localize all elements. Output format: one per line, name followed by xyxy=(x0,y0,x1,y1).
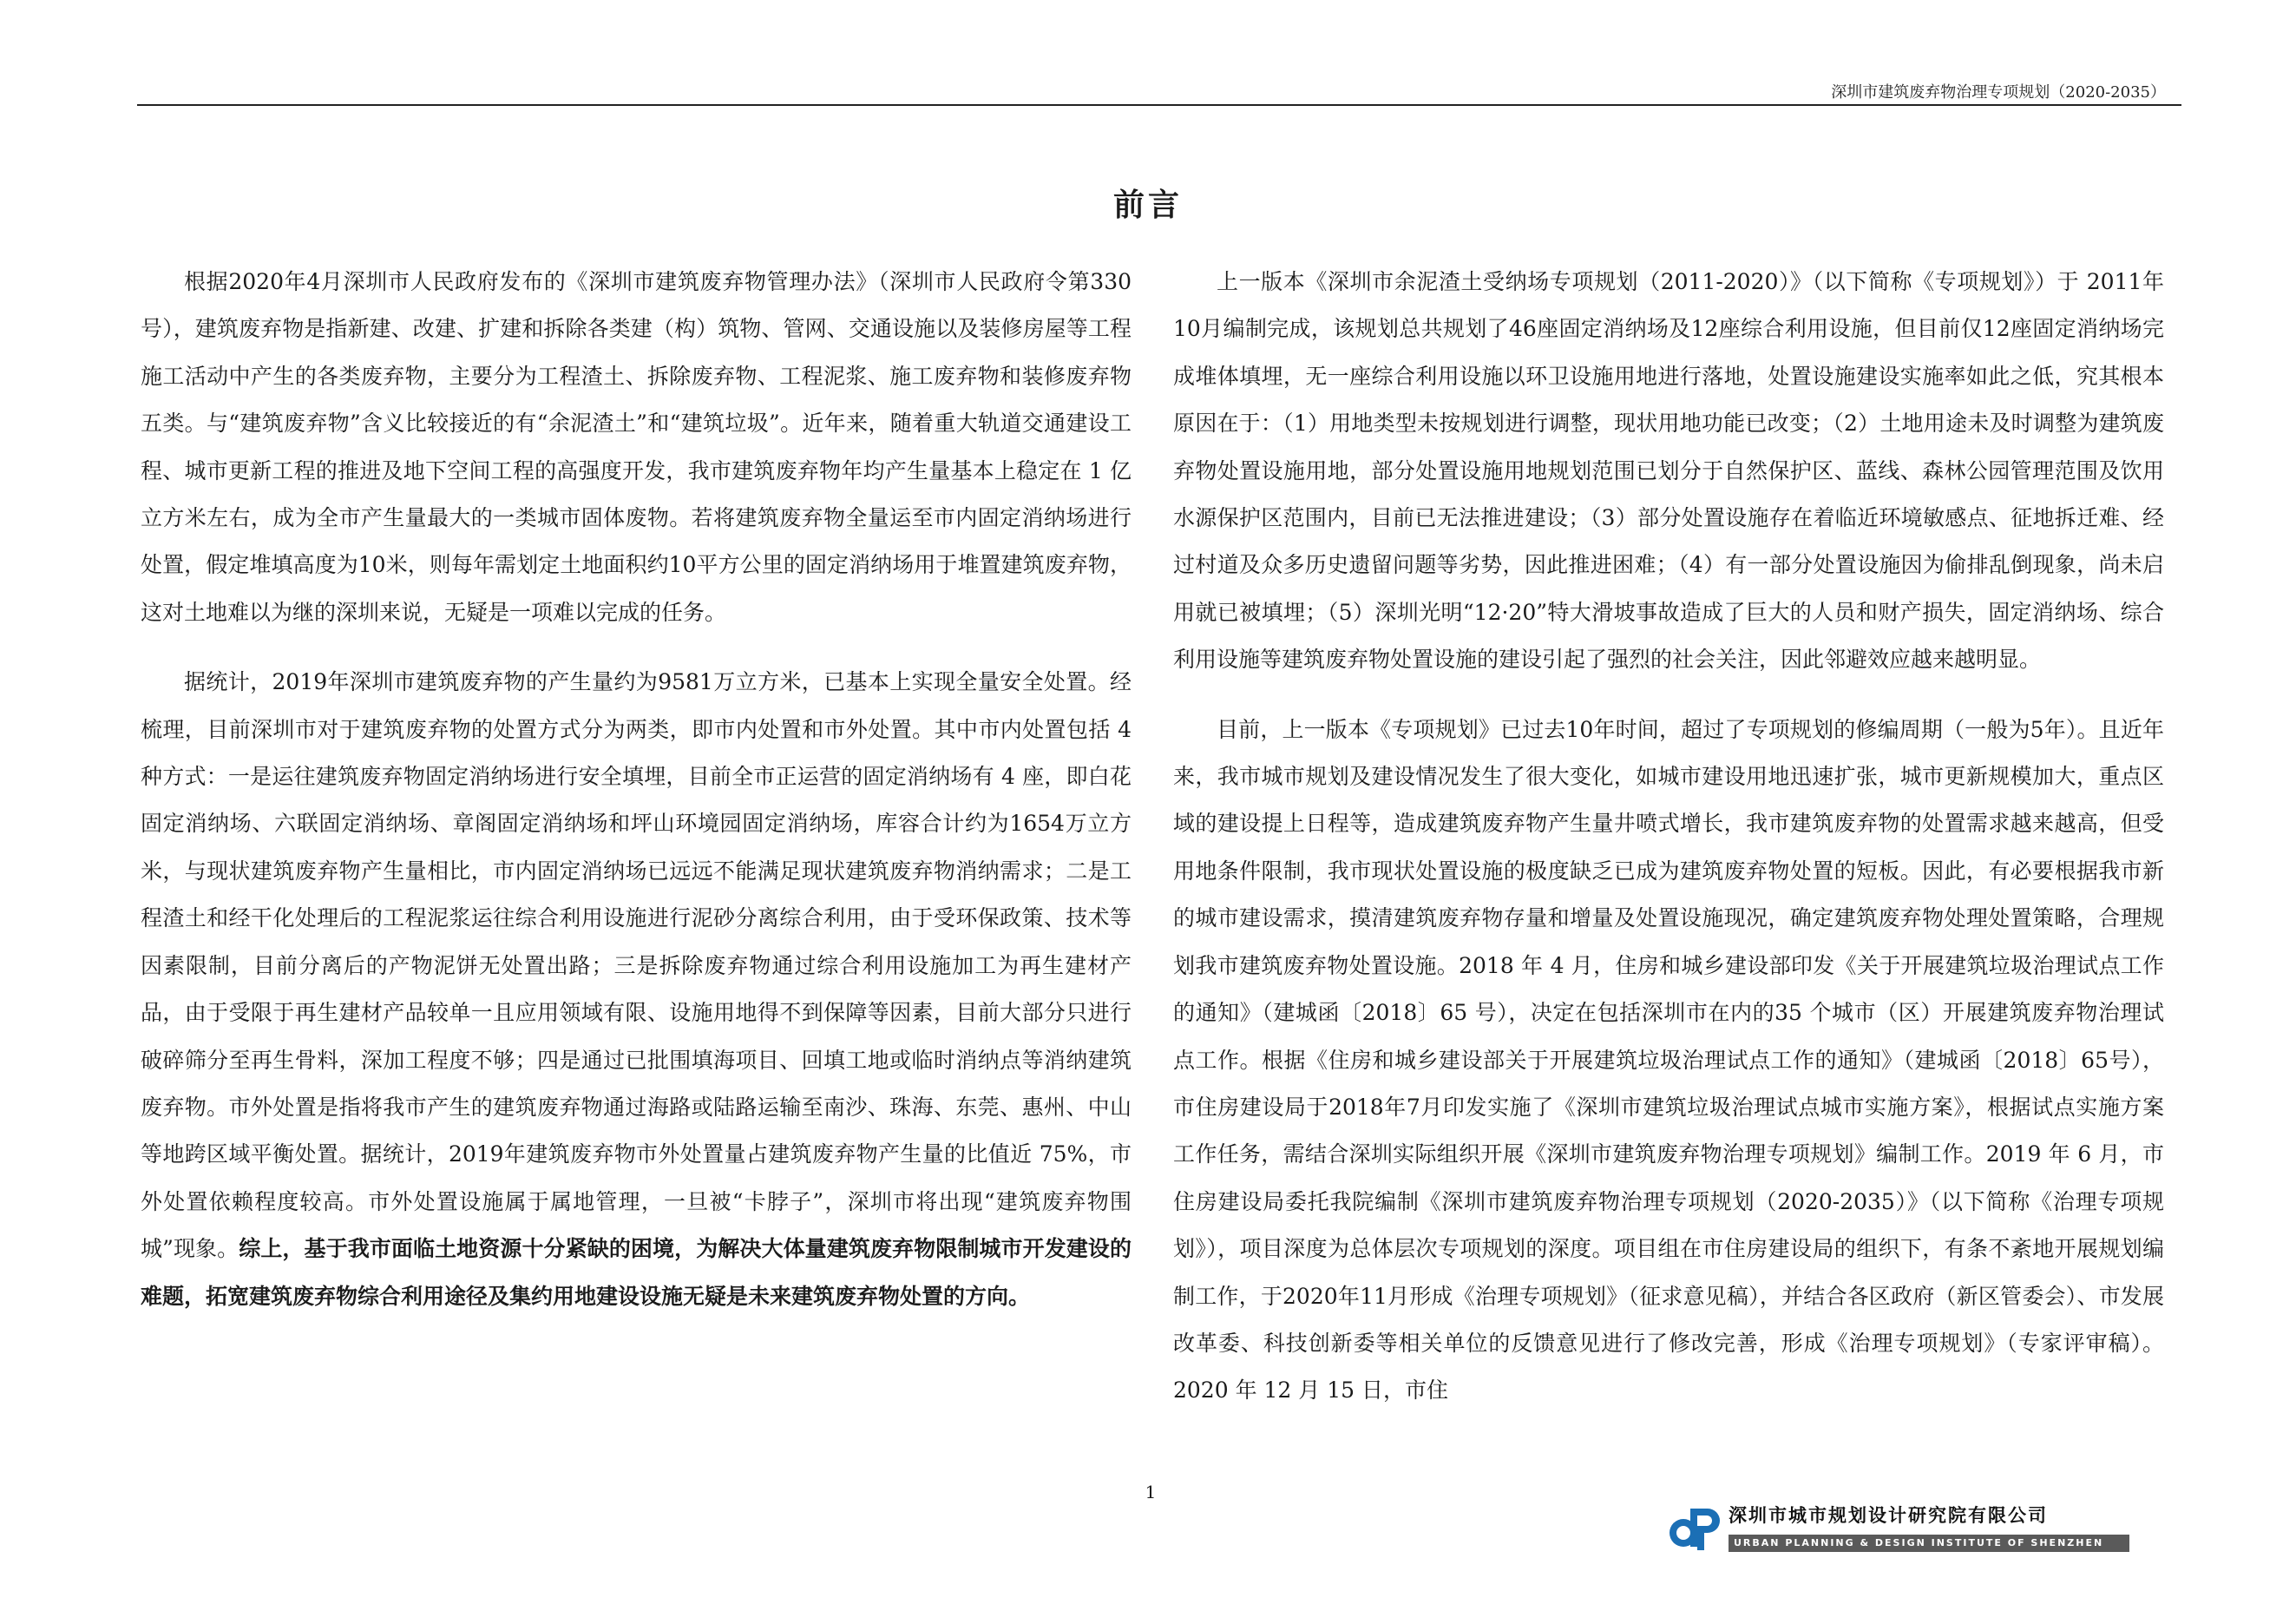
org-name-english: URBAN PLANNING & DESIGN INSTITUTE OF SHENZHEN xyxy=(1729,1535,2129,1552)
paragraph-left-2-text: 据统计，2019年深圳市建筑废弃物的产生量约为9581万立方米，已基本上实现全量安全处置。经梳理，目前深圳市对于建筑废弃物的处置方式分为两类，即市内处置和市外处置。其中市内处置包括 4 种方式：一是运往建筑废弃物固定消纳场进行安全填埋，目前全市正运营的固定消纳场有 4 座，即白花固定消纳场、六联固定消纳场、章阁固定消纳场和坪山环境园固定消纳场，库容合计约为1654万立方米，与现状建筑废弃物产生量相比，市内固定消纳场已远远不能满足现状建筑废弃物消纳需求；二是工程渣土和经干化处理后的工程泥浆运往综合利用设施进行泥砂分离综合利用，由于受环保政策、技术等因素限制，目前分离后的产物泥饼无处置出路；三是拆除废弃物通过综合利用设施加工为再生建材产品，由于受限于再生建材产品较单一且应用领域有限、设施用地得不到保障等因素，目前大部分只进行破碎筛分至再生骨料，深加工程度不够；四是通过已批围填海项目、回填工地或临时消纳点等消纳建筑废弃物。市外处置是指将我市产生的建筑废弃物通过海路或陆路运输至南沙、珠海、东莞、惠州、中山等地跨区域平衡处置。据统计，2019年建筑废弃物市外处置量占建筑废弃物产生量的比值近 75%，市外处置依赖程度较高。市外处置设施属于属地管理，一旦被“卡脖子”，深圳市将出现“建筑废弃物围城”现象。 xyxy=(141,669,1132,1262)
left-column xyxy=(141,259,1132,1343)
header-rule xyxy=(137,104,2181,106)
right-column xyxy=(1173,259,2164,1437)
org-logo xyxy=(1664,1500,2133,1555)
paragraph-left-2-bold-conclusion: 综上，基于我市面临土地资源十分紧缺的困境，为解决大体量建筑废弃物限制城市开发建设的难题，拓宽建筑废弃物综合利用途径及集约用地建设设施无疑是未来建筑废弃物处置的方向。 xyxy=(141,1236,1132,1309)
org-name-chinese: 深圳市城市规划设计研究院有限公司 xyxy=(1729,1505,2048,1526)
org-logo-icon xyxy=(1664,1500,1723,1555)
page-number: 1 xyxy=(1145,1482,1157,1502)
running-header-title: 深圳市建筑废弃物治理专项规划（2020-2035） xyxy=(1831,83,2166,102)
page-title: 前言 xyxy=(1112,187,1183,223)
paragraph-left-2 xyxy=(141,659,1132,1320)
paragraph-right-2: 目前，上一版本《专项规划》已过去10年时间，超过了专项规划的修编周期（一般为5年）。且近年来，我市城市规划及建设情况发生了很大变化，如城市建设用地迅速扩张，城市更新规模加大，重点区域的建设提上日程等，造成建筑废弃物产生量井喷式增长，我市建筑废弃物的处置需求越来越高，但受用地条件限制，我市现状处置设施的极度缺乏已成为建筑废弃物处置的短板。因此，有必要根据我市新的城市建设需求，摸清建筑废弃物存量和增量及处置设施现况，确定建筑废弃物处理处置策略，合理规划我市建筑废弃物处置设施。2018 年 4 月，住房和城乡建设部印发《关于开展建筑垃圾治理试点工作的通知》（建城函〔2018〕65 号），决定在包括深圳市在内的35 个城市（区）开展建筑废弃物治理试点工作。根据《住房和城乡建设部关于开展建筑垃圾治理试点工作的通知》（建城函〔2018〕65号），市住房建设局于2018年7月印发实施了《深圳市建筑垃圾治理试点城市实施方案》，根据试点实施方案工作任务，需结合深圳实际组织开展《深圳市建筑废弃物治理专项规划》编制工作。2019 年 6 月，市住房建设局委托我院编制《深圳市建筑废弃物治理专项规划（2020-2035）》（以下简称《治理专项规划》），项目深度为总体层次专项规划的深度。项目组在市住房建设局的组织下，有条不紊地开展规划编制工作，于2020年11月形成《治理专项规划》（征求意见稿），并结合各区政府（新区管委会）、市发展改革委、科技创新委等相关单位的反馈意见进行了修改完善，形成《治理专项规划》（专家评审稿）。2020 年 12 月 15 日，市住 xyxy=(1173,716,2164,1404)
paragraph-left-1: 根据2020年4月深圳市人民政府发布的《深圳市建筑废弃物管理办法》（深圳市人民政府令第330号），建筑废弃物是指新建、改建、扩建和拆除各类建（构）筑物、管网、交通设施以及装修房屋等工程施工活动中产生的各类废弃物，主要分为工程渣土、拆除废弃物、工程泥浆、施工废弃物和装修废弃物五类。与“建筑废弃物”含义比较接近的有“余泥渣土”和“建筑垃圾”。近年来，随着重大轨道交通建设工程、城市更新工程的推进及地下空间工程的高强度开发，我市建筑废弃物年均产生量基本上稳定在 1 亿立方米左右，成为全市产生量最大的一类城市固体废物。若将建筑废弃物全量运至市内固定消纳场进行处置，假定堆填高度为10米，则每年需划定土地面积约10平方公里的固定消纳场用于堆置建筑废弃物，这对土地难以为继的深圳来说，无疑是一项难以完成的任务。 xyxy=(141,269,1132,625)
paragraph-right-1: 上一版本《深圳市余泥渣土受纳场专项规划（2011-2020）》（以下简称《专项规划》）于 2011年10月编制完成，该规划总共规划了46座固定消纳场及12座综合利用设施，但目前仅12座固定消纳场完成堆体填埋，无一座综合利用设施以环卫设施用地进行落地，处置设施建设实施率如此之低，究其根本原因在于：（1）用地类型未按规划进行调整，现状用地功能已改变；（2）土地用途未及时调整为建筑废弃物处置设施用地，部分处置设施用地规划范围已划分于自然保护区、蓝线、森林公园管理范围及饮用水源保护区范围内，目前已无法推进建设；（3）部分处置设施存在着临近环境敏感点、征地拆迁难、经过村道及众多历史遗留问题等劣势，因此推进困难；（4）有一部分处置设施因为偷排乱倒现象，尚未启用就已被填埋；（5）深圳光明“12·20”特大滑坡事故造成了巨大的人员和财产损失，固定消纳场、综合利用设施等建筑废弃物处置设施的建设引起了强烈的社会关注，因此邻避效应越来越明显。 xyxy=(1173,269,2164,673)
